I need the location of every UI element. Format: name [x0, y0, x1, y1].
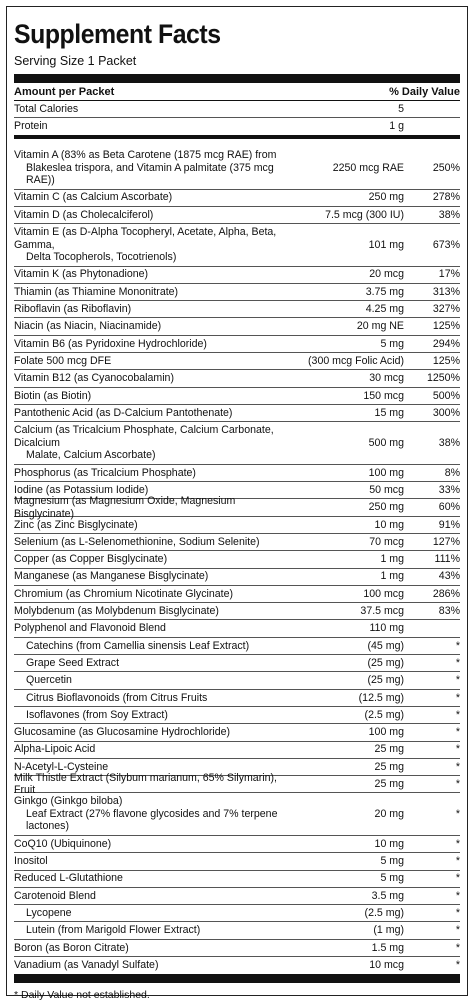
nutrient-amount: (1 mg) [373, 924, 404, 937]
nutrient-row [14, 405, 460, 422]
nutrient-name [14, 268, 284, 281]
divider-medium [14, 135, 460, 139]
nutrient-name-line: Molybdenum (as Molybdenum Bisglycinate) [14, 605, 219, 618]
nutrient-row [14, 672, 460, 689]
nutrient-name-line: N-Acetyl-L-Cysteine [14, 760, 109, 773]
nutrient-amount: 70 mcg [369, 535, 404, 548]
nutrient-daily-value: 300% [432, 406, 460, 419]
nutrient-amount: 50 mcg [369, 483, 404, 496]
nutrient-name [14, 640, 284, 653]
nutrient-amount: 101 mg [368, 238, 404, 251]
nutrient-name [14, 372, 284, 385]
nutrient-amount: (2.5 mg) [364, 708, 404, 721]
nutrient-daily-value: 60% [438, 501, 460, 514]
nutrient-name-line: Phosphorus (as Tricalcium Phosphate) [14, 466, 196, 479]
nutrient-name-line: Catechins (from Camellia sinensis Leaf Extract) [26, 639, 250, 652]
nutrient-name [14, 209, 284, 222]
nutrient-daily-value: 33% [438, 483, 460, 496]
nutrient-name-line: Vanadium (as Vanadyl Sulfate) [14, 959, 159, 972]
nutrient-daily-value: * [455, 674, 460, 687]
nutrient-name [14, 924, 284, 937]
nutrient-row [14, 836, 460, 853]
nutrient-name [14, 692, 284, 705]
nutrient-name-line-2: Leaf Extract (27% flavone glycosides and 7% terpene lactones) [26, 807, 278, 833]
nutrient-daily-value: 38% [438, 436, 460, 449]
nutrient-row [14, 569, 460, 586]
nutrient-amount: 250 mg [368, 191, 404, 204]
calories-section [14, 101, 460, 135]
nutrient-name [14, 355, 284, 368]
amount-header: Amount per Packet [14, 85, 115, 98]
nutrient-name [14, 191, 284, 204]
nutrient-daily-value: 500% [432, 389, 460, 402]
nutrient-daily-value: 278% [432, 191, 460, 204]
nutrient-name [14, 303, 284, 316]
nutrient-name-line: Vitamin B6 (as Pyridoxine Hydrochloride) [14, 337, 207, 350]
nutrient-row [14, 388, 460, 405]
nutrient-name [14, 959, 284, 972]
nutrient-amount: 110 mg [369, 622, 404, 635]
nutrient-row [14, 707, 460, 724]
nutrient-amount: 1 mg [380, 553, 404, 566]
nutrient-name [14, 570, 284, 583]
nutrient-name [14, 424, 284, 462]
nutrient-row [14, 284, 460, 301]
nutrient-name-line: Carotenoid Blend [14, 889, 96, 902]
nutrient-list [14, 147, 460, 974]
nutrient-name [14, 226, 284, 264]
nutrient-daily-value: * [455, 656, 460, 669]
nutrient-name-line: Ginkgo (Ginkgo biloba) [14, 795, 123, 808]
nutrient-name [14, 338, 284, 351]
nutrient-name-line: Alpha-Lipoic Acid [14, 743, 96, 756]
nutrient-daily-value: 313% [432, 285, 460, 298]
nutrient-row [14, 147, 460, 190]
nutrient-row [14, 465, 460, 482]
nutrient-name [14, 467, 284, 480]
nutrient-name-line: Quercetin [26, 674, 72, 687]
nutrient-daily-value: * [455, 924, 460, 937]
nutrient-name-line: Biotin (as Biotin) [14, 389, 92, 402]
nutrient-name-line: Vitamin A (83% as Beta Carotene (1875 mcg RAE) from [14, 149, 277, 161]
nutrient-daily-value: 673% [432, 238, 460, 251]
nutrient-name [14, 495, 284, 520]
nutrient-name-line: Pantothenic Acid (as D-Calcium Pantothenate) [14, 406, 233, 419]
nutrient-row [14, 620, 460, 637]
nutrient-name [14, 838, 284, 851]
nutrient-amount: 20 mcg [369, 268, 404, 281]
nutrient-name-line: Glucosamine (as Glucosamine Hydrochloride) [14, 726, 231, 739]
nutrient-name [14, 519, 284, 532]
nutrient-name [14, 674, 284, 687]
nutrient-name-line: Milk Thistle Extract (Silybum marianum, 65% Silymarin), Fruit [14, 771, 277, 797]
nutrient-row [14, 101, 460, 118]
nutrient-amount: (2.5 mg) [364, 906, 404, 919]
nutrient-daily-value: * [455, 691, 460, 704]
nutrient-row [14, 517, 460, 534]
nutrient-daily-value: 125% [432, 320, 460, 333]
nutrient-name [14, 536, 284, 549]
divider-bottom [14, 974, 460, 983]
nutrient-name-line: Iodine (as Potassium Iodide) [14, 483, 149, 496]
nutrient-row [14, 940, 460, 957]
nutrient-amount: 25 mg [374, 743, 404, 756]
nutrient-amount: 25 mg [374, 778, 404, 790]
nutrient-row [14, 853, 460, 870]
nutrient-name-line: Protein [14, 120, 48, 133]
nutrient-name-line: Folate 500 mcg DFE [14, 354, 112, 367]
nutrient-daily-value: * [455, 889, 460, 902]
nutrient-name-line: Niacin (as Niacin, Niacinamide) [14, 320, 162, 333]
nutrient-name [14, 743, 284, 756]
nutrient-name-line: Chromium (as Chromium Nicotinate Glycinate) [14, 587, 233, 600]
nutrient-row [14, 957, 460, 974]
nutrient-name [14, 657, 284, 670]
nutrient-name-line-2: Malate, Calcium Ascorbate) [26, 449, 156, 462]
nutrient-amount: 5 mg [380, 855, 404, 868]
nutrient-name-line: Vitamin E (as D-Alpha Tocopheryl, Acetate, Alpha, Beta, Gamma, [14, 226, 277, 251]
nutrient-amount: 20 mg NE [356, 320, 404, 333]
nutrient-name-line: Reduced L-Glutathione [14, 872, 123, 885]
nutrient-amount: 1.5 mg [371, 941, 404, 954]
nutrient-daily-value: * [455, 906, 460, 919]
nutrient-name-line: Vitamin C (as Calcium Ascorbate) [14, 191, 173, 204]
nutrient-amount: 2250 mcg RAE [332, 161, 404, 174]
nutrient-amount: 5 [398, 102, 404, 115]
nutrient-daily-value: 125% [432, 354, 460, 367]
nutrient-row [14, 190, 460, 207]
nutrient-name-line: Vitamin B12 (as Cyanocobalamin) [14, 372, 174, 385]
nutrient-daily-value: 17% [438, 268, 460, 281]
nutrient-name [14, 890, 284, 903]
nutrient-name [14, 120, 284, 133]
nutrient-name-line: Inositol [14, 855, 48, 868]
nutrient-name [14, 726, 284, 739]
nutrient-name-line: Boron (as Boron Citrate) [14, 941, 129, 954]
nutrient-row [14, 793, 460, 836]
nutrient-amount: 100 mg [368, 726, 404, 739]
nutrient-name [14, 855, 284, 868]
panel-title: Supplement Facts [14, 19, 221, 49]
nutrient-amount: (12.5 mg) [358, 691, 404, 704]
nutrient-row [14, 724, 460, 741]
nutrient-name-line: Selenium (as L-Selenomethionine, Sodium Selenite) [14, 535, 260, 548]
nutrient-name [14, 553, 284, 566]
nutrient-row [14, 603, 460, 620]
nutrient-name-line: Polyphenol and Flavonoid Blend [14, 622, 166, 635]
nutrient-amount: 1 mg [380, 570, 404, 583]
nutrient-row [14, 586, 460, 603]
nutrient-row [14, 551, 460, 568]
nutrient-daily-value: * [455, 807, 460, 820]
nutrient-row [14, 422, 460, 465]
nutrient-daily-value: * [455, 872, 460, 885]
nutrient-amount: (300 mcg Folic Acid) [308, 354, 404, 367]
nutrient-name-line: Grape Seed Extract [26, 656, 120, 669]
nutrient-daily-value: * [455, 837, 460, 850]
nutrient-name-line: Riboflavin (as Riboflavin) [14, 303, 132, 316]
supplement-facts-panel [6, 6, 468, 1002]
nutrient-row [14, 224, 460, 267]
nutrient-amount: 3.75 mg [365, 285, 404, 298]
nutrient-daily-value: 286% [432, 587, 460, 600]
divider-thick [14, 74, 460, 83]
nutrient-name [14, 795, 284, 833]
nutrient-name [14, 407, 284, 420]
nutrient-amount: 15 mg [374, 406, 404, 419]
nutrient-amount: 3.5 mg [371, 889, 404, 902]
nutrient-name [14, 772, 284, 797]
column-header [14, 83, 460, 101]
nutrient-amount: 37.5 mcg [360, 605, 404, 618]
nutrient-row [14, 353, 460, 370]
nutrient-name-line-2: Delta Tocopherols, Tocotrienols) [26, 251, 177, 264]
nutrient-row [14, 690, 460, 707]
nutrient-daily-value: * [455, 959, 460, 972]
nutrient-daily-value: 111% [434, 553, 460, 566]
nutrient-amount: 20 mg [374, 807, 404, 820]
nutrient-name-line: Calcium (as Tricalcium Phosphate, Calcium Carbonate, Dicalcium [14, 424, 274, 449]
serving-size: Serving Size 1 Packet [14, 54, 137, 68]
nutrient-amount: 500 mg [368, 436, 404, 449]
nutrient-name [14, 709, 284, 722]
nutrient-row [14, 370, 460, 387]
nutrient-daily-value: * [455, 708, 460, 721]
nutrient-name-line: Thiamin (as Thiamine Mononitrate) [14, 285, 179, 298]
nutrient-daily-value: * [455, 639, 460, 652]
nutrient-name-line: Magnesium (as Magnesium Oxide, Magnesium Bisglycinate) [14, 495, 236, 520]
nutrient-daily-value: 327% [432, 303, 460, 316]
nutrient-row [14, 118, 460, 135]
nutrient-amount: 100 mcg [363, 587, 404, 600]
nutrient-name [14, 149, 284, 187]
nutrient-daily-value: 43% [438, 570, 460, 583]
footnote: * Daily Value not established. [14, 989, 150, 1002]
nutrient-name-line: Lycopene [26, 906, 72, 919]
nutrient-name-line: Lutein (from Marigold Flower Extract) [26, 924, 201, 937]
nutrient-row [14, 495, 460, 520]
nutrient-row [14, 742, 460, 759]
nutrient-daily-value: 83% [438, 605, 460, 618]
nutrient-name [14, 942, 284, 955]
nutrient-row [14, 655, 460, 672]
nutrient-row [14, 871, 460, 888]
nutrient-amount: (45 mg) [367, 639, 404, 652]
daily-value-header: % Daily Value [389, 85, 460, 98]
nutrient-amount: 5 mg [380, 872, 404, 885]
nutrient-name-line: Copper (as Copper Bisglycinate) [14, 553, 168, 566]
nutrient-amount: 1 g [389, 120, 404, 133]
nutrient-amount: (25 mg) [367, 656, 404, 669]
nutrient-row [14, 905, 460, 922]
nutrient-row [14, 336, 460, 353]
nutrient-amount: 4.25 mg [365, 303, 404, 316]
nutrient-amount: 250 mg [368, 501, 404, 514]
nutrient-row [14, 318, 460, 335]
nutrient-name-line: Citrus Bioflavonoids (from Citrus Fruits [26, 691, 208, 704]
nutrient-amount: 10 mg [374, 837, 404, 850]
nutrient-daily-value: 8% [444, 466, 460, 479]
nutrient-daily-value: 294% [432, 337, 460, 350]
nutrient-daily-value: * [455, 941, 460, 954]
nutrient-name [14, 605, 284, 618]
nutrient-name [14, 872, 284, 885]
nutrient-name [14, 588, 284, 601]
nutrient-name [14, 286, 284, 299]
nutrient-amount: 25 mg [374, 760, 404, 773]
nutrient-daily-value: 127% [432, 535, 460, 548]
nutrient-amount: 10 mg [374, 518, 404, 531]
nutrient-row [14, 301, 460, 318]
nutrient-name-line: Total Calories [14, 102, 79, 115]
nutrient-daily-value: * [455, 760, 460, 773]
nutrient-row [14, 922, 460, 939]
nutrient-daily-value: * [455, 855, 460, 868]
nutrient-amount: 10 mcg [369, 959, 404, 972]
nutrient-amount: 150 mcg [363, 389, 404, 402]
nutrient-name-line: Manganese (as Manganese Bisglycinate) [14, 570, 209, 583]
nutrient-row [14, 888, 460, 905]
nutrient-name-line: Vitamin D (as Cholecalciferol) [14, 208, 154, 221]
nutrient-name-line: Vitamin K (as Phytonadione) [14, 268, 149, 281]
nutrient-daily-value: 91% [438, 518, 460, 531]
nutrient-name [14, 907, 284, 920]
nutrient-name-line: Isoflavones (from Soy Extract) [26, 708, 168, 721]
nutrient-amount: (25 mg) [367, 674, 404, 687]
nutrient-row [14, 638, 460, 655]
nutrient-name [14, 622, 284, 635]
nutrient-row [14, 534, 460, 551]
nutrient-amount: 5 mg [380, 337, 404, 350]
nutrient-daily-value: 250% [432, 161, 460, 174]
nutrient-name-line: CoQ10 (Ubiquinone) [14, 837, 112, 850]
nutrient-name [14, 390, 284, 403]
nutrient-daily-value: 38% [438, 208, 460, 221]
nutrient-daily-value: * [455, 743, 460, 756]
nutrient-name-line: Zinc (as Zinc Bisglycinate) [14, 518, 138, 531]
nutrient-amount: 100 mg [368, 466, 404, 479]
nutrient-amount: 30 mcg [369, 372, 404, 385]
nutrient-daily-value: * [455, 778, 460, 790]
nutrient-row [14, 771, 460, 797]
nutrient-name [14, 103, 284, 116]
nutrient-row [14, 207, 460, 224]
nutrient-daily-value: 1250% [427, 372, 460, 385]
nutrient-row [14, 267, 460, 284]
nutrient-name-line-2: Blakeslea trispora, and Vitamin A palmitate (375 mcg RAE)) [26, 161, 274, 186]
nutrient-name [14, 320, 284, 333]
nutrient-amount: 7.5 mcg (300 IU) [325, 208, 404, 221]
nutrient-daily-value: * [455, 726, 460, 739]
